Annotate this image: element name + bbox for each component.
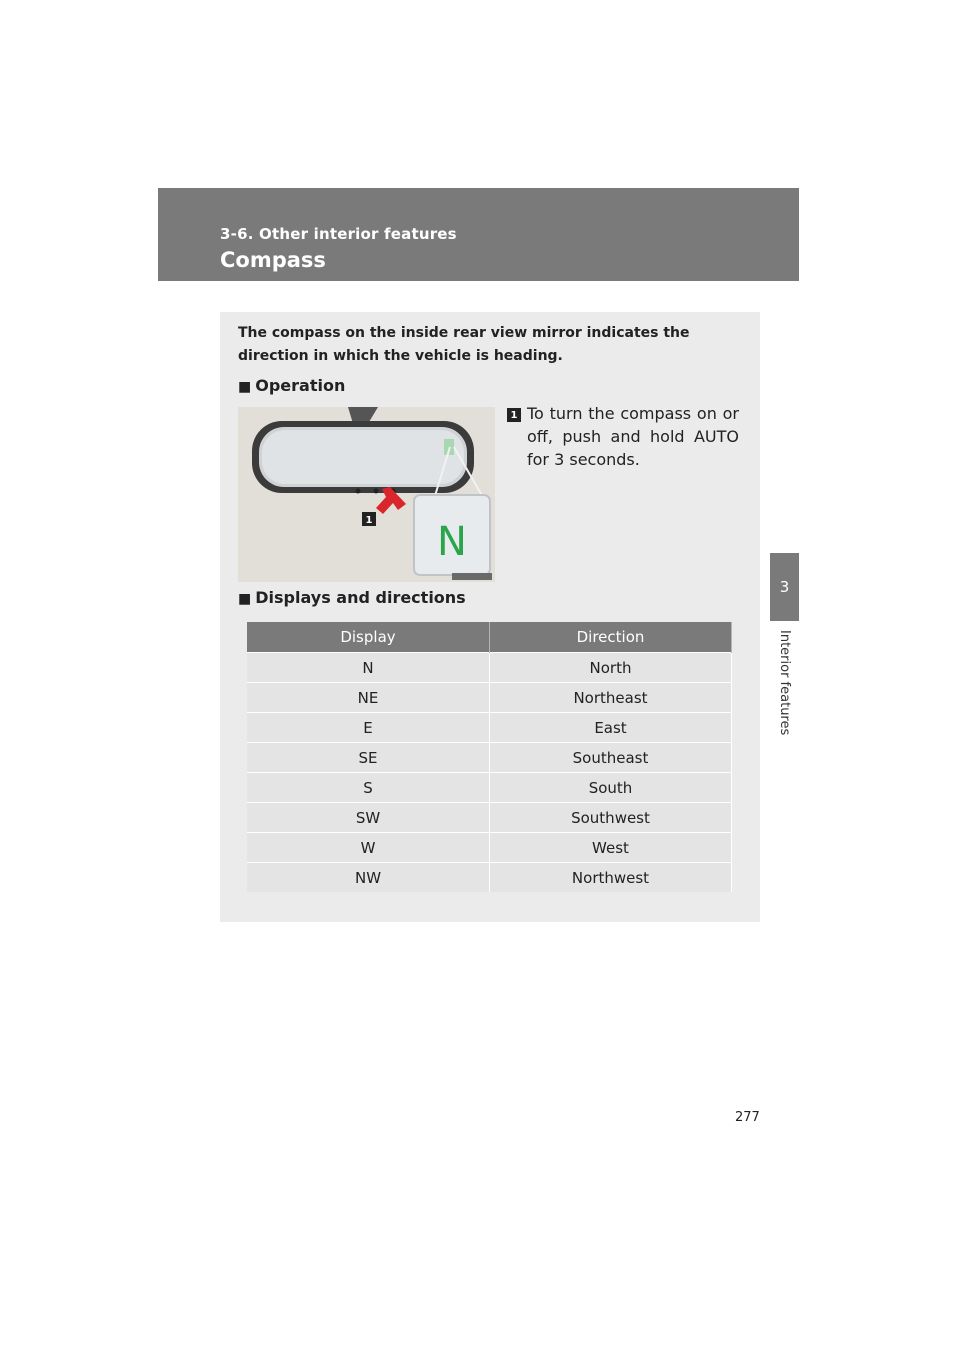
- direction-cell: Southwest: [490, 803, 732, 833]
- chapter-tab[interactable]: [770, 553, 799, 621]
- bullet-square-icon: ■: [238, 379, 252, 395]
- directions-table: [247, 622, 732, 892]
- display-cell: S: [247, 773, 490, 803]
- direction-cell: Northeast: [490, 683, 732, 713]
- table-header-row: [247, 622, 732, 653]
- display-cell: W: [247, 833, 490, 863]
- display-cell: E: [247, 713, 490, 743]
- mirror-figure: [238, 407, 495, 582]
- direction-cell: West: [490, 833, 732, 863]
- direction-cell: Southeast: [490, 743, 732, 773]
- bullet-square-icon: ■: [238, 591, 252, 607]
- display-cell: NW: [247, 863, 490, 893]
- direction-cell: East: [490, 713, 732, 743]
- displays-heading-text: Displays and directions: [255, 588, 466, 607]
- table-row: [247, 653, 732, 683]
- table-row: [247, 683, 732, 713]
- display-cell: SW: [247, 803, 490, 833]
- chapter-number: 3: [779, 578, 790, 596]
- figure-callout-number: 1: [365, 515, 373, 526]
- table-row: [247, 743, 732, 773]
- table-row: [247, 833, 732, 863]
- operation-step: [507, 402, 739, 471]
- rear-view-mirror-illustration: [238, 407, 495, 582]
- operation-heading-text: Operation: [255, 376, 346, 395]
- displays-heading: [238, 588, 466, 607]
- compass-display-letter: N: [437, 519, 467, 565]
- column-header-direction: Direction: [490, 622, 732, 653]
- intro-text: The compass on the inside rear view mirror indicates the direction in which the vehicle is heading.: [238, 325, 690, 364]
- step-number-badge: 1: [507, 408, 521, 422]
- display-cell: NE: [247, 683, 490, 713]
- table-row: [247, 773, 732, 803]
- direction-cell: South: [490, 773, 732, 803]
- content-box: [220, 312, 760, 922]
- step-text: To turn the compass on or off, push and hold AUTO for 3 seconds.: [527, 404, 739, 469]
- header-band: [158, 188, 799, 281]
- table-row: [247, 803, 732, 833]
- direction-cell: North: [490, 653, 732, 683]
- table-row: [247, 713, 732, 743]
- section-label: 3-6. Other interior features: [220, 225, 457, 243]
- chapter-label: Interior features: [777, 630, 792, 736]
- column-header-display: Display: [247, 622, 490, 653]
- operation-heading: [238, 376, 345, 395]
- page-number: 277: [735, 1110, 760, 1125]
- display-cell: SE: [247, 743, 490, 773]
- page-title: Compass: [220, 248, 326, 272]
- direction-cell: Northwest: [490, 863, 732, 893]
- table-row: [247, 863, 732, 893]
- display-cell: N: [247, 653, 490, 683]
